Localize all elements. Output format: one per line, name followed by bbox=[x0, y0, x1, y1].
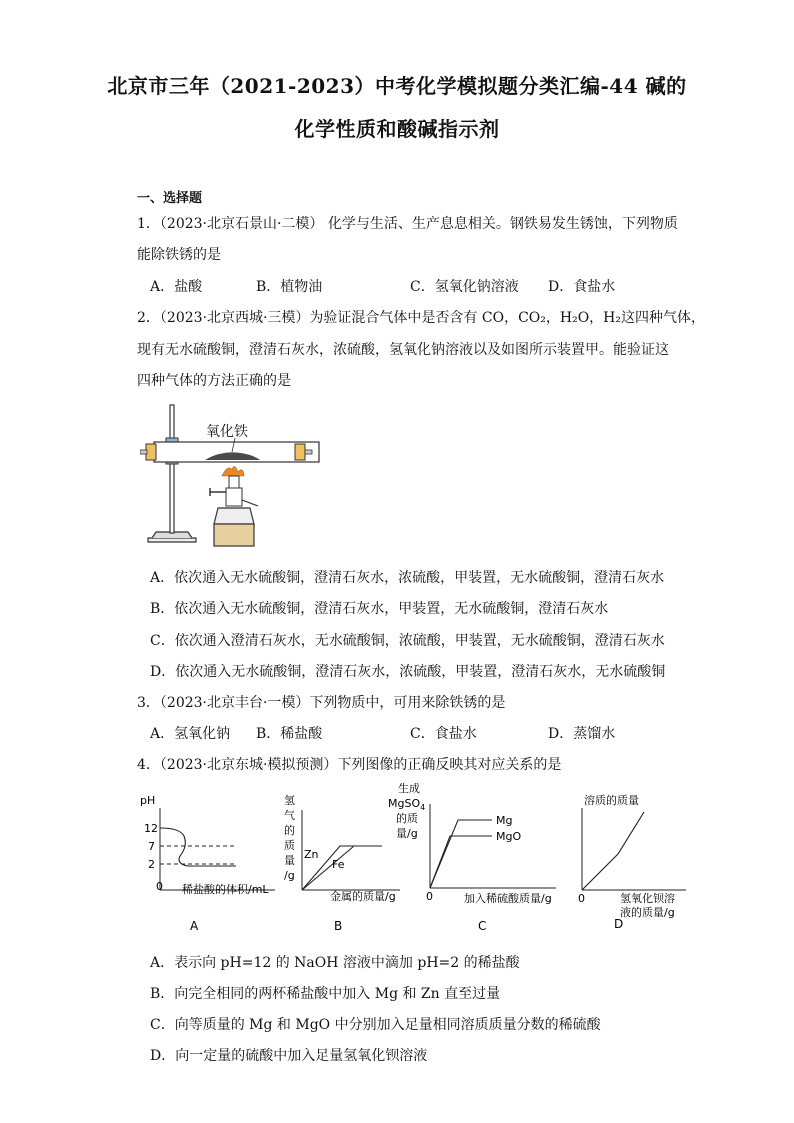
section-heading: 一、选择题 bbox=[137, 191, 203, 206]
stand-base bbox=[148, 538, 196, 542]
q4-stem: 4．（2023·北京东城·模拟预测）下列图像的正确反映其对应关系的是 bbox=[137, 757, 562, 773]
graph-a-curve bbox=[160, 828, 236, 866]
q2-stem-line1: 2．（2023·北京西城·三模）为验证混合气体中是否含有 CO，CO₂，H₂O，H₂这四种气体， bbox=[137, 310, 705, 326]
graph-d-caption: D bbox=[614, 917, 624, 931]
doc-title-line2: 化学性质和酸碱指示剂 bbox=[294, 117, 500, 141]
graph-a-tick-7: 7 bbox=[148, 840, 155, 853]
graph-c-line-mg bbox=[430, 820, 492, 888]
graph-d-origin: 0 bbox=[578, 892, 585, 905]
q1-option-b[interactable]: B．植物油 bbox=[256, 279, 323, 295]
q4-option-c[interactable]: C．向等质量的 Mg 和 MgO 中分别加入足量相同溶质质量分数的稀硫酸 bbox=[150, 1017, 601, 1033]
q4-option-b[interactable]: B．向完全相同的两杯稀盐酸中加入 Mg 和 Zn 直至过量 bbox=[150, 986, 501, 1002]
graph-c-series-mgo: MgO bbox=[496, 830, 522, 843]
flame bbox=[222, 466, 244, 476]
graph-d-xlabel: 氢氧化钡溶液的质量/g bbox=[620, 892, 675, 919]
graph-a-caption: A bbox=[190, 919, 199, 933]
graph-a-tick-2: 2 bbox=[148, 858, 155, 871]
graph-c-ylabel: 生成 MgSO$_4$ 的质量/g bbox=[388, 782, 426, 840]
graph-d bbox=[566, 790, 691, 935]
graph-c bbox=[386, 778, 561, 938]
q3-option-a[interactable]: A．氢氧化钠 bbox=[150, 726, 231, 742]
graph-a-xlabel: 稀盐酸的体积/mL bbox=[182, 883, 269, 896]
q2-stem-line2: 现有无水硫酸铜，澄清石灰水，浓硫酸，氢氧化钠溶液以及如图所示装置甲。能验证这 bbox=[137, 342, 669, 358]
q2-option-d[interactable]: D．依次通入无水硫酸铜，澄清石灰水，浓硫酸，甲装置，澄清石灰水，无水硫酸铜 bbox=[150, 664, 666, 680]
graph-b-series-zn: Zn bbox=[304, 848, 319, 861]
q2-stem-line3: 四种气体的方法正确的是 bbox=[137, 373, 291, 389]
graph-d-line bbox=[582, 812, 644, 890]
q2-option-c[interactable]: C．依次通入澄清石灰水，无水硫酸铜，浓硫酸，甲装置，无水硫酸铜，澄清石灰水 bbox=[150, 633, 665, 649]
doc-title-line1: 北京市三年（2021-2023）中考化学模拟题分类汇编-44 碱的 bbox=[107, 74, 687, 98]
graph-d-ylabel: 溶质的质量 bbox=[584, 794, 639, 807]
q1-stem-line1: 1．（2023·北京石景山·二模） 化学与生活、生产息息相关。钢铁易发生锈蚀，下列物质 bbox=[137, 216, 678, 232]
q1-option-d[interactable]: D．食盐水 bbox=[548, 279, 616, 295]
graph-c-origin: 0 bbox=[426, 890, 433, 903]
burner-body bbox=[214, 508, 254, 524]
q1-option-a[interactable]: A．盐酸 bbox=[150, 279, 203, 295]
graph-a-tick-12: 12 bbox=[144, 822, 158, 835]
q3-option-c[interactable]: C．食盐水 bbox=[410, 726, 477, 742]
q3-option-b[interactable]: B．稀盐酸 bbox=[256, 726, 323, 742]
apparatus-figure bbox=[140, 400, 340, 550]
q2-option-a[interactable]: A．依次通入无水硫酸铜，澄清石灰水，浓硫酸，甲装置，无水硫酸铜，澄清石灰水 bbox=[150, 570, 665, 586]
graph-b-xlabel: 金属的质量/g bbox=[330, 890, 396, 903]
q1-stem-line2: 能除铁锈的是 bbox=[137, 247, 221, 263]
graph-b-caption: B bbox=[334, 919, 343, 933]
graph-b-series-fe: Fe bbox=[332, 858, 345, 871]
q3-stem: 3．（2023·北京丰台·一模）下列物质中，可用来除铁锈的是 bbox=[137, 695, 506, 711]
graph-c-series-mg: Mg bbox=[496, 814, 513, 827]
graph-b-ylabel: 氢气的质量/g bbox=[284, 794, 295, 882]
graph-c-line-mgo bbox=[430, 836, 492, 888]
graph-a-origin: 0 bbox=[156, 880, 163, 893]
graph-a-ylabel: pH bbox=[140, 794, 156, 807]
q2-option-b[interactable]: B．依次通入无水硫酸铜，澄清石灰水，甲装置，无水硫酸铜，澄清石灰水 bbox=[150, 601, 609, 617]
q4-option-a[interactable]: A．表示向 pH=12 的 NaOH 溶液中滴加 pH=2 的稀盐酸 bbox=[150, 955, 520, 971]
figure-label: 氧化铁 bbox=[206, 424, 248, 440]
graph-a bbox=[140, 790, 280, 940]
stand-rod bbox=[170, 405, 174, 533]
q1-option-c[interactable]: C．氢氧化钠溶液 bbox=[410, 279, 519, 295]
graph-c-caption: C bbox=[478, 919, 487, 933]
graph-c-xlabel: 加入稀硫酸质量/g bbox=[464, 892, 552, 905]
q4-option-d[interactable]: D．向一定量的硫酸中加入足量氢氧化钡溶液 bbox=[150, 1048, 428, 1064]
q3-option-d[interactable]: D．蒸馏水 bbox=[548, 726, 616, 742]
